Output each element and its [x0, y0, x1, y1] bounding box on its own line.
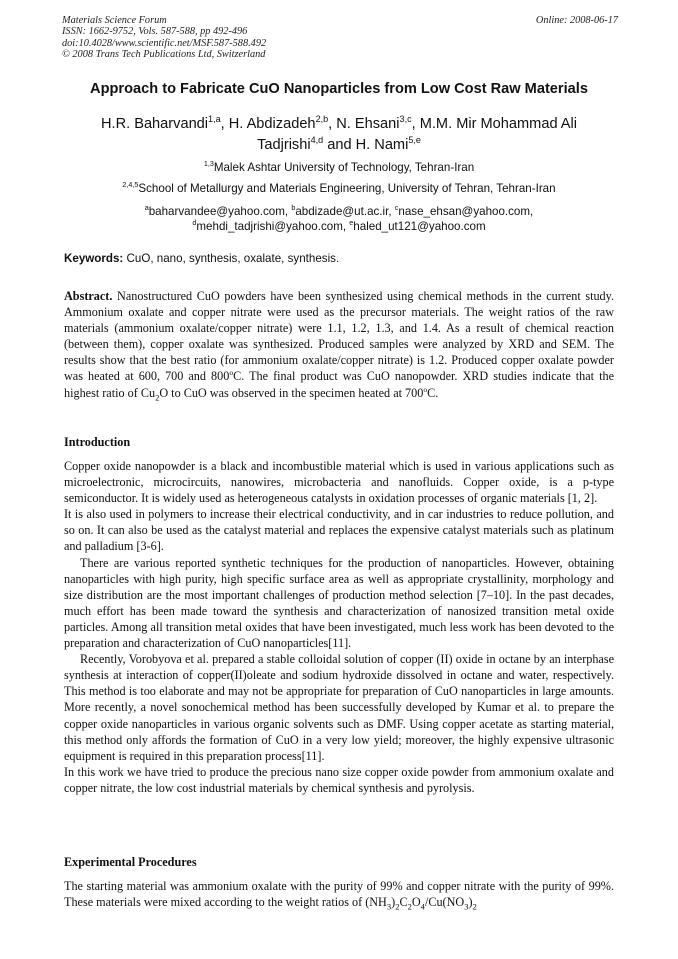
subscript: 3: [464, 901, 469, 912]
paragraph-text: The starting material was ammonium oxalate with the purity of 99% and copper nitrate with the purity of 99%. These materials were mixed according to the weight ratios of (NH: [64, 879, 614, 910]
email-sup: c: [394, 203, 399, 213]
paragraph: There are various reported synthetic techniques for the production of nanoparticles. However, obtaining nanoparticles with high purity, high specific surface area as well as appropriate crystallinity, morphology and size distribution are the most important challenges of production method selection [7–10]. In the past decades, much effort has been made toward the synthesis and characterization of nanosized transition metal oxide particles. Among all transition metal oxides that have been investigated, much less work has been devoted to the preparation and characterization of CuO nanoparticles[11].: [64, 555, 614, 651]
affiliation-2: [40, 181, 638, 196]
author-name: , M.M. Mir Mohammad Ali: [411, 116, 578, 132]
formula-part: /Cu(NO: [424, 895, 465, 910]
introduction-body: [64, 458, 614, 796]
degree-sup: o: [423, 384, 428, 394]
email-list: [40, 204, 638, 234]
paragraph: In this work we have tried to produce the precious nano size copper oxide powder from ammonium oxalate and copper nitrate, the low cost industrial materials by chemical synthesis and pyrolysis.: [64, 764, 614, 795]
degree-sup: o: [229, 368, 234, 378]
author-sup: 2,b: [315, 114, 329, 125]
subscript: 3: [386, 901, 392, 912]
abstract-text: O to CuO was observed in the specimen heated at 700: [159, 385, 424, 400]
author-sup: 5,e: [408, 135, 421, 146]
copyright-line: © 2008 Trans Tech Publications Ltd, Switzerland: [62, 49, 266, 61]
author-sup: 3,c: [399, 114, 412, 125]
formula-part: ): [468, 895, 473, 910]
formula-part: ): [391, 895, 396, 910]
author-name: and H. Nami: [323, 137, 409, 153]
experimental-body: [64, 878, 614, 910]
journal-name: Materials Science Forum: [62, 15, 167, 26]
section-heading-experimental: Experimental Procedures: [64, 855, 197, 869]
subscript: 2: [407, 901, 412, 912]
subscript: 2: [155, 392, 160, 402]
keywords-text: CuO, nano, synthesis, oxalate, synthesis.: [123, 252, 340, 265]
subscript: 2: [395, 901, 400, 912]
abstract-text: Nanostructured CuO powders have been synthesized using chemical methods in the current study. Ammonium oxalate and copper nitrate were used as the precursor materials. The weight ratios of the raw materials (ammonium oxalate/copper nitrate) were 1.1, 1.2, 1.3, and 1.4. As a result of chemical reaction (between them), copper oxalate was synthesized. Produced samples were analyzed by XRD and SEM. The results show that the best ratio (for ammonium oxalate/copper nitrate) is 1.2. Produced copper oxalate powder was heated at 600, 700 and 800: [64, 289, 614, 384]
formula-part: C: [399, 895, 408, 910]
email-sup: a: [144, 203, 149, 213]
subscript: 2: [472, 901, 477, 912]
author-list: [50, 114, 628, 156]
affiliation-1: [40, 160, 638, 175]
abstract-label: Abstract.: [64, 289, 113, 303]
email-sup: d: [192, 218, 197, 228]
email: haled_ut121@yahoo.com: [353, 220, 486, 233]
affiliation-sup: 1,3: [203, 159, 214, 169]
affiliation-sup: 2,4,5: [122, 180, 139, 190]
author-name: , H. Abdizadeh: [220, 116, 316, 132]
author-sup: 4,d: [310, 135, 324, 146]
email: baharvandee@yahoo.com,: [148, 205, 292, 218]
author-name: H.R. Baharvandi: [100, 116, 209, 132]
author-name: Tadjrishi: [257, 137, 311, 153]
email-sup: e: [349, 218, 354, 228]
section-heading-introduction: Introduction: [64, 435, 131, 449]
paper-title: Approach to Fabricate CuO Nanoparticles from Low Cost Raw Materials: [90, 81, 588, 97]
running-header: [62, 15, 618, 61]
keywords-label: Keywords:: [64, 252, 124, 265]
online-date: Online: 2008-06-17: [535, 15, 618, 26]
paragraph: Copper oxide nanopowder is a black and incombustible material which is used in various applications such as microelectronic, microcircuits, nanowires, microbacteria and nanofluids. Copper oxide, is a p-type semiconductor. It is widely used as heterogeneous catalysts in oxidation processes of organic materials [1, 2].: [64, 459, 614, 506]
abstract-text: C.: [427, 385, 439, 400]
abstract: [64, 288, 614, 401]
paragraph: It is also used in polymers to increase their electrical conductivity, and in car industries to reduce pollution, and so on. It can also be used as the catalyst material and replaces the expensive catalyst materials such as platinum and palladium [3-6].: [64, 507, 614, 554]
issn-line: ISSN: 1662-9752, Vols. 587-588, pp 492-496: [62, 26, 248, 38]
author-sup: 1,a: [208, 114, 221, 125]
formula-part: O: [411, 895, 421, 910]
email: mehdi_tadjrishi@yahoo.com,: [196, 220, 350, 233]
paragraph: Recently, Vorobyova et al. prepared a stable colloidal solution of copper (II) oxide in octane by an interphase synthesis at interaction of copper(II)oleate and sodium hydroxide dissolved in octane and water, respectively. This method is too elaborate and may not be appropriate for preparation of CuO nanoparticles in large amounts. More recently, a novel sonochemical method has been successfully developed by Kumar et al. to prepare the copper oxide nanoparticles in various organic solvents such as DMF. Using copper acetate as starting material, this method only affords the formation of CuO in a very low yield; moreover, the highly expensive ultrasonic equipment is required in this preparation process[11].: [64, 652, 614, 763]
affiliation-text: School of Metallurgy and Materials Engineering, University of Tehran, Tehran-Iran: [138, 182, 556, 195]
email: abdizade@ut.ac.ir,: [295, 205, 395, 218]
subscript: 4: [420, 901, 425, 912]
affiliation-text: Malek Ashtar University of Technology, Tehran-Iran: [213, 161, 475, 174]
keywords: [64, 252, 339, 265]
author-name: , N. Ehsani: [328, 116, 400, 132]
abstract-text: C. The final product was CuO nanopowder. XRD studies indicate that the highest ratio of Cu: [64, 369, 614, 400]
email: nase_ehsan@yahoo.com,: [398, 205, 534, 218]
email-sup: b: [291, 203, 296, 213]
doi-line: doi:10.4028/www.scientific.net/MSF.587-588.492: [62, 37, 267, 49]
